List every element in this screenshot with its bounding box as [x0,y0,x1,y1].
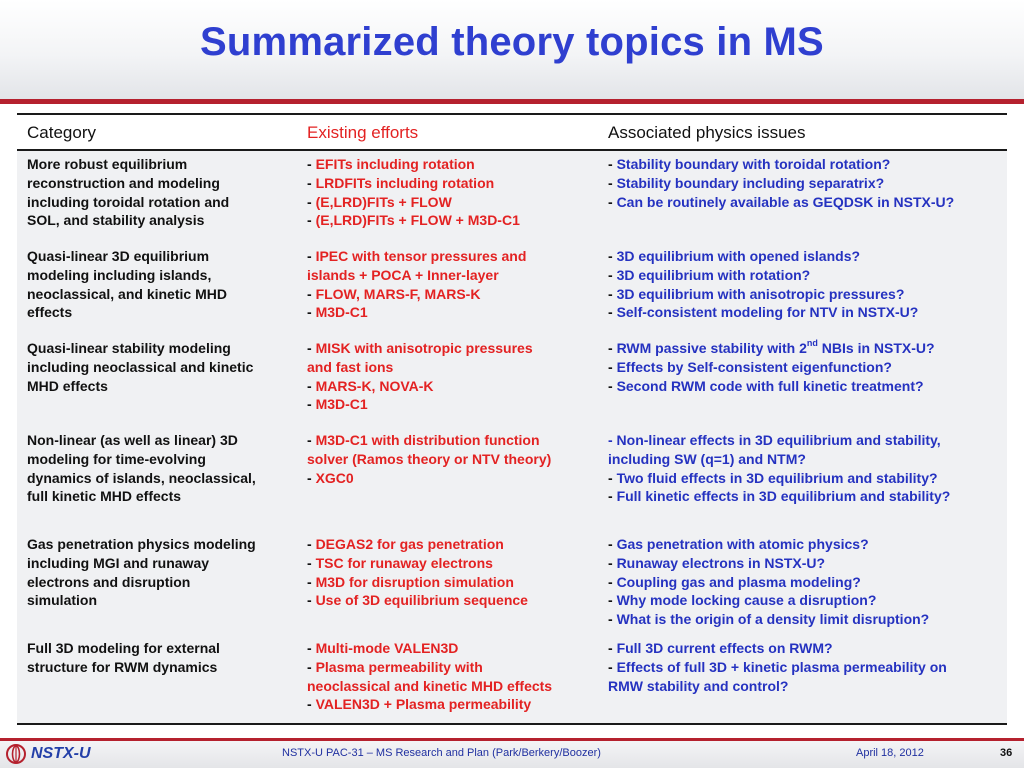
category-line: SOL, and stability analysis [27,212,205,229]
bullet-dash: - [608,193,617,210]
bullet-dash: - [608,488,617,505]
issue-line [608,487,1000,506]
issue-line [608,339,1000,358]
bullet-dash: - [307,212,316,229]
category-cell [27,247,292,322]
category-line: including toroidal rotation and [27,193,230,210]
category-cell [27,639,292,677]
category-line: reconstruction and modeling [27,174,220,191]
effort-line [307,677,597,696]
bullet-dash: - [608,377,617,394]
bullet-dash: - [307,285,316,302]
title-divider [0,99,1024,104]
issues-cell [608,247,1000,322]
effort-line [307,695,597,714]
bullet-dash: - [307,536,316,552]
effort-text: IPEC with tensor pressures and [315,248,527,264]
footer-date: April 18, 2012 [856,747,924,759]
category-cell [27,535,292,610]
issue-text: Self-consistent modeling for NTV in NSTX-U? [616,304,919,321]
efforts-cell [307,247,597,322]
bullet-dash: - [608,304,617,321]
bullet-dash: - [307,592,316,609]
issues-cell [608,535,1000,629]
bullet-dash: - [307,340,316,356]
bullet-dash: - [608,640,617,656]
table-header-row [17,115,1007,151]
effort-text: M3D-C1 [315,396,368,413]
category-cell [27,155,292,230]
issue-text-continued: NBIs in NSTX-U? [817,340,935,356]
category-cell [27,339,292,395]
bullet-dash: - [608,573,617,590]
category-line: modeling for time-evolving [27,450,206,467]
effort-text: EFITs including rotation [315,156,475,172]
issue-line [608,469,1000,488]
category-line: electrons and disruption [27,573,191,590]
effort-line [307,554,597,573]
effort-line [307,247,597,266]
effort-line [307,395,597,414]
bullet-dash: - [608,658,617,675]
bullet-dash: - [608,554,617,571]
ordinal-superscript: nd [806,338,818,349]
issue-text: RMW stability and control? [608,677,789,694]
effort-text: DEGAS2 for gas penetration [315,536,504,552]
bullet-dash: - [307,432,316,448]
issue-line [608,358,1000,377]
issue-line [608,639,1000,658]
effort-line [307,377,597,396]
bullet-dash: - [307,573,316,590]
bullet-dash: - [307,377,316,394]
effort-line [307,469,597,488]
bullet-dash: - [307,304,316,321]
bullet-dash: - [608,536,617,552]
issue-text: 3D equilibrium with rotation? [616,266,811,283]
issue-text: Stability boundary with toroidal rotation? [616,156,891,172]
effort-line [307,573,597,592]
bullet-dash: - [608,358,617,375]
effort-text: LRDFITs including rotation [315,174,495,191]
category-line: Quasi-linear stability modeling [27,340,231,356]
effort-line [307,431,597,450]
category-line: Full 3D modeling for external [27,640,220,656]
category-line: including MGI and runaway [27,554,210,571]
bullet-dash: - [307,658,316,675]
category-cell [27,431,292,506]
issue-line [608,535,1000,554]
bullet-dash: - [307,396,316,413]
bullet-dash: - [608,266,617,283]
issue-line [608,174,1000,193]
category-line: More robust equilibrium [27,156,188,172]
bullet-dash: - [307,193,316,210]
issue-line [608,266,1000,285]
topics-table [17,113,1007,725]
effort-text: Plasma permeability with [315,658,483,675]
efforts-cell [307,155,597,230]
issue-text: Second RWM code with full kinetic treatment? [616,377,924,394]
effort-line [307,639,597,658]
category-line: structure for RWM dynamics [27,658,218,675]
bullet-dash: - [608,285,617,302]
category-line: modeling including islands, [27,266,212,283]
effort-text: Use of 3D equilibrium sequence [315,592,528,609]
bullet-dash: - [307,554,316,571]
issues-cell [608,339,1000,395]
effort-line [307,155,597,174]
issues-cell [608,639,1000,695]
issue-line [608,377,1000,396]
effort-text: solver (Ramos theory or NTV theory) [307,450,552,467]
issue-text: RWM passive stability with 2 [616,340,807,356]
issue-text: 3D equilibrium with anisotropic pressures? [616,285,905,302]
issue-text: Can be routinely available as GEQDSK in NSTX-U? [616,193,955,210]
effort-line [307,339,597,358]
issue-text: Full 3D current effects on RWM? [616,640,833,656]
category-line: MHD effects [27,377,108,394]
issue-text: Gas penetration with atomic physics? [616,536,869,552]
effort-text: VALEN3D + Plasma permeability [315,696,532,713]
efforts-cell [307,535,597,610]
issue-line [608,573,1000,592]
effort-text: MISK with anisotropic pressures [315,340,533,356]
efforts-cell [307,339,597,414]
issue-text: Full kinetic effects in 3D equilibrium and stability? [616,488,951,505]
issue-line [608,658,1000,677]
bullet-dash: - [608,340,617,356]
page-title: Summarized theory topics in MS [200,20,824,64]
nstx-torus-icon [6,744,26,764]
effort-text: M3D-C1 [315,304,368,321]
effort-text: M3D for disruption simulation [315,573,514,590]
issues-cell [608,155,1000,211]
effort-text: islands + POCA + Inner-layer [307,266,499,283]
page-number: 36 [1000,747,1013,759]
effort-text: XGC0 [315,469,354,486]
effort-text: TSC for runaway electrons [315,554,493,571]
issue-line [608,610,1000,629]
bullet-dash: - [307,174,316,191]
effort-line [307,174,597,193]
issue-line [608,431,1000,450]
effort-line [307,266,597,285]
category-line: neoclassical, and kinetic MHD [27,285,227,302]
effort-line [307,285,597,304]
header-physics-issues: Associated physics issues [608,123,806,142]
effort-line [307,358,597,377]
footer-presentation-info: NSTX-U PAC-31 – MS Research and Plan (Park/Berkery/Boozer) [282,747,601,759]
category-line: full kinetic MHD effects [27,488,182,505]
effort-line [307,535,597,554]
effort-line [307,658,597,677]
effort-line [307,193,597,212]
issue-text: - Non-linear effects in 3D equilibrium and stability, [608,432,941,448]
efforts-cell [307,431,597,487]
effort-line [307,211,597,230]
header-existing-efforts: Existing efforts [307,123,419,142]
issue-line [608,677,1000,696]
effort-text: and fast ions [307,358,394,375]
effort-line [307,591,597,610]
effort-text: (E,LRD)FITs + FLOW [315,193,452,210]
bullet-dash: - [608,592,617,609]
effort-text: Multi-mode VALEN3D [315,640,459,656]
issue-line [608,285,1000,304]
bullet-dash: - [307,248,316,264]
bullet-dash: - [608,174,617,191]
bullet-dash: - [307,696,316,713]
category-line: including neoclassical and kinetic [27,358,254,375]
issue-text: What is the origin of a density limit disruption? [616,611,930,628]
category-line: effects [27,304,73,321]
bullet-dash: - [608,611,617,628]
category-line: Quasi-linear 3D equilibrium [27,248,210,264]
issue-text: Runaway electrons in NSTX-U? [616,554,826,571]
issue-text: Coupling gas and plasma modeling? [616,573,861,590]
bullet-dash: - [307,469,316,486]
effort-text: (E,LRD)FITs + FLOW + M3D-C1 [315,212,520,229]
issue-text: Effects of full 3D + kinetic plasma permeability on [616,658,947,675]
issue-text: 3D equilibrium with opened islands? [616,248,861,264]
issue-line [608,155,1000,174]
bullet-dash: - [608,248,617,264]
effort-line [307,303,597,322]
category-line: simulation [27,592,98,609]
category-line: Non-linear (as well as linear) 3D [27,432,238,448]
issue-text: Effects by Self-consistent eigenfunction? [616,358,892,375]
issue-line [608,554,1000,573]
effort-line [307,450,597,469]
issues-cell [608,431,1000,506]
issue-line [608,247,1000,266]
header-category: Category [27,123,96,142]
bullet-dash: - [307,156,316,172]
effort-text: M3D-C1 with distribution function [315,432,540,448]
issue-text: Stability boundary including separatrix? [616,174,885,191]
logo-text: NSTX-U [31,745,91,762]
category-line: Gas penetration physics modeling [27,536,256,552]
issue-line [608,591,1000,610]
bullet-dash: - [307,640,316,656]
bullet-dash: - [608,156,617,172]
issue-line [608,303,1000,322]
bullet-dash: - [608,469,617,486]
effort-text: MARS-K, NOVA-K [315,377,434,394]
issue-line [608,193,1000,212]
efforts-cell [307,639,597,714]
effort-text: FLOW, MARS-F, MARS-K [315,285,481,302]
issue-text: Two fluid effects in 3D equilibrium and stability? [616,469,938,486]
issue-text: Why mode locking cause a disruption? [616,592,877,609]
issue-line [608,450,1000,469]
nstx-u-logo [6,743,91,765]
effort-text: neoclassical and kinetic MHD effects [307,677,553,694]
issue-text: including SW (q=1) and NTM? [608,450,806,467]
category-line: dynamics of islands, neoclassical, [27,469,256,486]
